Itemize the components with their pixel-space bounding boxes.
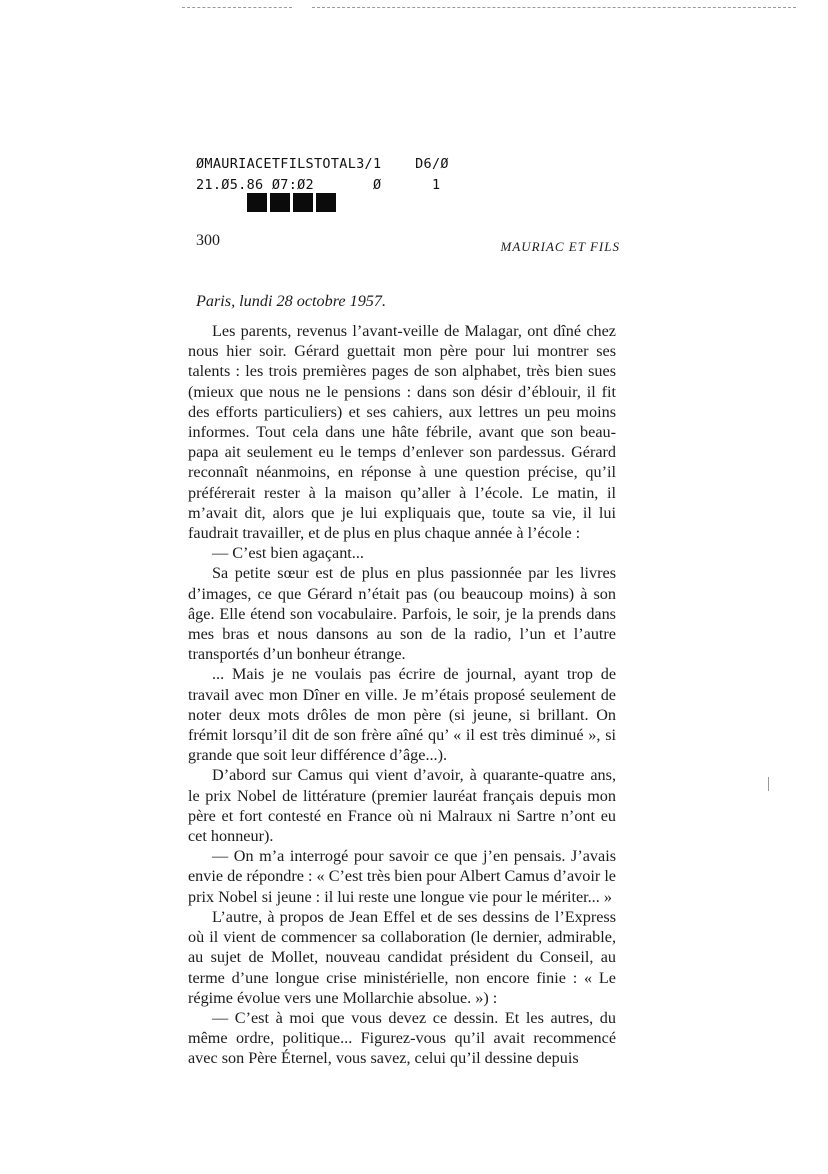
redaction-block	[247, 193, 267, 212]
paragraph: Les parents, revenus l’avant-veille de Malagar, ont dîné chez nous hier soir. Gérard guettait mon père pour lui montrer ses talents : les trois premières pages de son alphabet, très bien sues (mieux que nous ne le pensions : dans son désir d’éblouir, il fit des efforts particuliers) et ses cahiers, aux lettres un peu moins informes. Tout cela dans une hâte fébrile, avant que son beau-papa ait seulement eu le temps d’enlever son pardessus. Gérard reconnaît néanmoins, en réponse à une question précise, qu’il préférerait rester à la maison qu’aller à l’école. Le matin, il m’avait dit, alors que je lui expliquais que, toute sa vie, il lui faudrait travailler, et de plus en plus chaque année à l’école :	[188, 322, 616, 543]
paragraph: ... Mais je ne voulais pas écrire de journal, ayant trop de travail avec mon Dîner en ville. Je m’étais proposé seulement de noter deux mots drôles de mon père (si jeune, si brillant. On frémit lorsqu’il dit de son frère aîné qu’ « il est très diminué », si grande que soit leur différence d’âge...).	[188, 665, 616, 765]
redaction-block	[293, 193, 313, 212]
fax-header-line-1: ØMAURIACETFILSTOTAL3/1 D6/Ø	[196, 156, 449, 172]
journal-dateline: Paris, lundi 28 octobre 1957.	[196, 292, 387, 310]
page-number: 300	[196, 232, 220, 249]
scan-top-rule	[182, 7, 292, 8]
fax-header-line-2: 21.Ø5.86 Ø7:Ø2 Ø 1	[196, 177, 441, 193]
scan-top-rule	[312, 7, 796, 8]
paragraph: — On m’a interrogé pour savoir ce que j’en pensais. J’avais envie de répondre : « C’est très bien pour Albert Camus d’avoir le prix Nobel si jeune : il lui reste une longue vie pour le mériter... »	[188, 847, 616, 906]
paragraph: D’abord sur Camus qui vient d’avoir, à quarante-quatre ans, le prix Nobel de littérature (premier lauréat français depuis mon père et fort contesté en France où ni Malraux ni Sartre n’ont eu cet honneur).	[188, 766, 616, 846]
redaction-block	[316, 193, 336, 212]
paragraph: — C’est à moi que vous devez ce dessin. Et les autres, du même ordre, politique... Figurez-vous qu’il avait recommencé avec son Père Éternel, vous savez, celui qu’il dessine depuis	[188, 1008, 616, 1068]
paragraph: Sa petite sœur est de plus en plus passionnée par les livres d’images, ce que Gérard n’était pas (ou beaucoup moins) à son âge. Elle étend son vocabulaire. Parfois, le soir, je la prends dans mes bras et nous dansons au son de la radio, l’un et l’autre transportés d’un bonheur étrange.	[188, 564, 616, 664]
scan-margin-mark	[768, 777, 769, 791]
running-head: MAURIAC ET FILS	[500, 239, 620, 254]
paragraph: L’autre, à propos de Jean Effel et de ses dessins de l’Express où il vient de commencer sa collaboration (le dernier, admirable, au sujet de Mollet, nouveau candidat président du Conseil, au terme d’une longue crise ministérielle, non encore finie : « Le régime évolue vers une Mollarchie absolue. ») :	[188, 907, 616, 1007]
redaction-blocks	[247, 193, 336, 212]
paragraph: — C’est bien agaçant...	[212, 544, 364, 563]
redaction-block	[270, 193, 290, 212]
journal-body	[188, 321, 616, 1069]
